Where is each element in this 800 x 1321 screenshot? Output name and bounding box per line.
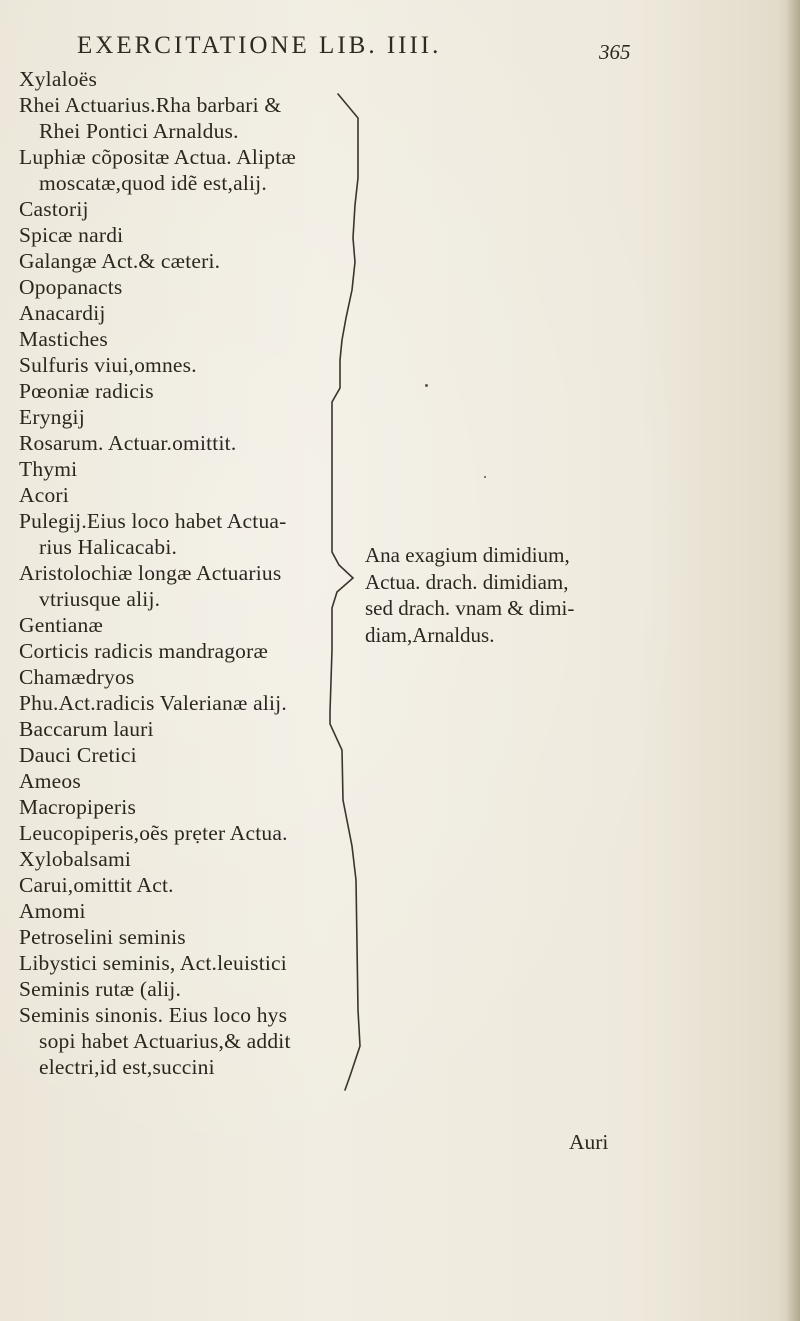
list-item: Castorij <box>19 197 89 221</box>
list-item: Opopanacts <box>19 275 123 299</box>
list-item: Aristolochiæ longæ Actuarius <box>19 561 282 585</box>
side-note-line: sed drach. vnam & dimi- <box>365 596 575 620</box>
list-item: Chamædryos <box>19 665 135 689</box>
list-item: Carui,omittit Act. <box>19 873 174 897</box>
list-item: Luphiæ cõpositæ Actua. Aliptæ <box>19 145 296 169</box>
list-item: Eryngij <box>19 405 85 429</box>
list-item: Thymi <box>19 457 78 481</box>
ink-speck <box>484 476 486 478</box>
page-number: 365 <box>599 40 631 64</box>
list-item: Seminis sinonis. Eius loco hys <box>19 1003 288 1027</box>
list-item: Anacardij <box>19 301 106 325</box>
list-item: Mastiches <box>19 327 108 351</box>
list-item: electri,id est,succini <box>39 1055 215 1079</box>
running-title: EXERCITATIONE LIB. IIII. <box>77 32 442 59</box>
list-item: Corticis radicis mandragoræ <box>19 639 269 663</box>
list-item: Galangæ Act.& cæteri. <box>19 249 221 273</box>
ink-speck <box>425 384 428 387</box>
list-item: Rosarum. Actuar.omittit. <box>19 431 237 455</box>
side-note <box>365 542 665 648</box>
list-item: Rhei Pontici Arnaldus. <box>39 119 239 143</box>
brace-line <box>330 94 360 1090</box>
list-item: vtriusque alij. <box>39 587 161 611</box>
list-item: Dauci Cretici <box>19 743 137 767</box>
list-item: Xylobalsami <box>19 847 132 871</box>
list-item: moscatæ,quod idẽ est,alij. <box>39 171 267 195</box>
list-item: rius Halicacabi. <box>39 535 178 559</box>
list-item: Rhei Actuarius.Rha barbari & <box>19 93 282 117</box>
list-item: Sulfuris viui,omnes. <box>19 353 197 377</box>
list-item: Baccarum lauri <box>19 717 154 741</box>
list-item: Xylaloës <box>19 67 98 91</box>
side-note-line: diam,Arnaldus. <box>365 622 495 647</box>
list-item: Seminis rutæ (alij. <box>19 977 182 1001</box>
list-item: Pulegij.Eius loco habet Actua- <box>19 509 287 533</box>
side-note-line: Ana exagium dimidium, <box>365 543 570 567</box>
side-note-line: Actua. drach. dimidiam, <box>365 569 569 594</box>
list-item: Pœoniæ radicis <box>19 379 154 403</box>
list-item: Amomi <box>19 899 86 923</box>
list-item: Acori <box>19 483 69 507</box>
list-item: Gentianæ <box>19 613 103 637</box>
list-item: Macropiperis <box>19 795 137 819</box>
catchword: Auri <box>569 1130 609 1154</box>
list-item: Libystici seminis, Act.leuistici <box>19 951 287 975</box>
list-item: Spicæ nardi <box>19 223 124 247</box>
list-item: Ameos <box>19 769 81 793</box>
list-item: Leucopiperis,oẽs prẹter Actua. <box>19 821 288 845</box>
list-item: sopi habet Actuarius,& addit <box>39 1029 291 1053</box>
list-item: Phu.Act.radicis Valerianæ alij. <box>19 691 287 715</box>
list-item: Petroselini seminis <box>19 925 186 949</box>
